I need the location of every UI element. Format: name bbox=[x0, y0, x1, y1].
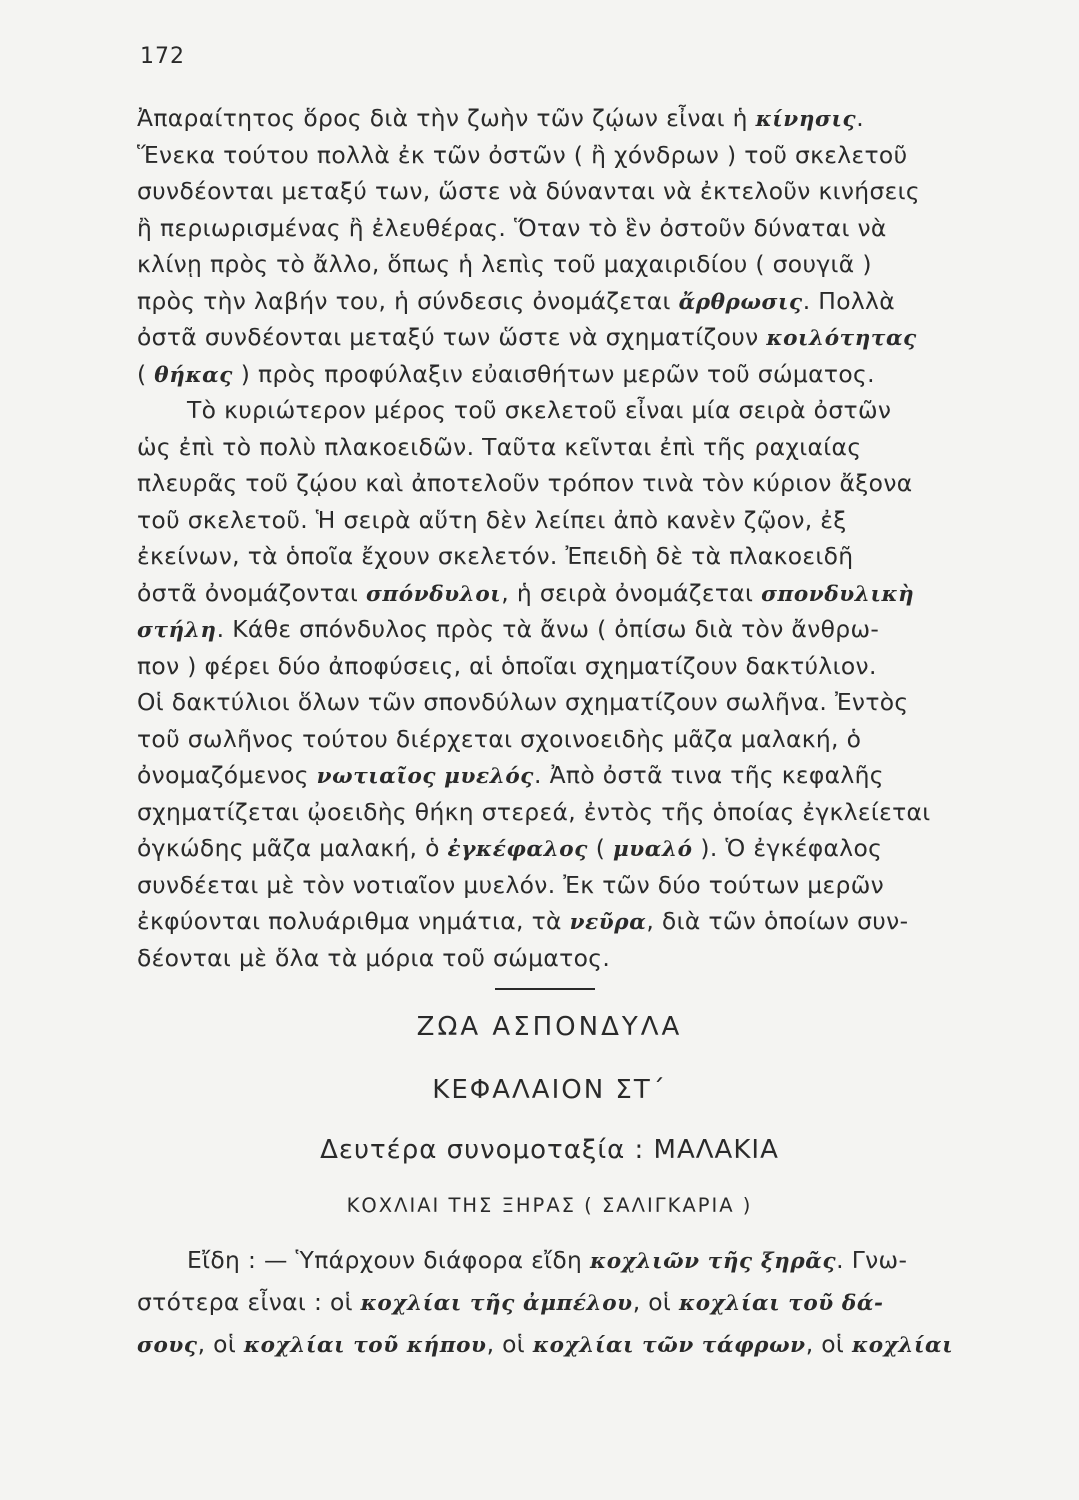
text-line: ἐκείνων, τὰ ὁποῖα ἔχουν σκελετόν. Ἐπειδὴ δὲ τὰ πλακοειδῆ bbox=[137, 542, 854, 570]
text-run: ( bbox=[137, 359, 155, 388]
text-line: δέονται μὲ ὅλα τὰ μόρια τοῦ σώματος. bbox=[137, 943, 611, 972]
text-run: , διὰ τῶν ὁποίων συν- bbox=[646, 907, 909, 935]
text-run: στότερα εἶναι : οἱ bbox=[137, 1288, 361, 1316]
text-line bbox=[137, 611, 1009, 648]
text-run: ἐκφύονται πολυάριθμα νημάτια, τὰ bbox=[137, 907, 570, 935]
text-line bbox=[137, 757, 1009, 794]
text-line: Τὸ κυριώτερον μέρος τοῦ σκελετοῦ εἶναι μία σειρὰ ὀστῶν bbox=[187, 396, 892, 424]
term-sous: σους bbox=[137, 1333, 198, 1358]
text-line bbox=[137, 100, 1009, 137]
text-line: συνδέεται μὲ τὸν νοτιαῖον μυελόν. Ἐκ τῶν δύο τούτων μερῶν bbox=[137, 870, 885, 899]
term-notiaios-myelos: νωτιαῖος μυελός bbox=[316, 764, 534, 789]
phylum-title: Δευτέρα συνομοταξία : ΜΑΛΑΚΙΑ bbox=[320, 1135, 779, 1165]
term-thikas: θήκας bbox=[154, 362, 233, 388]
term-kochliai: κοχλίαι bbox=[851, 1333, 954, 1358]
text-run: ὀνομαζόμενος bbox=[137, 761, 317, 789]
text-run: Ἀπαραίτητος ὅρος διὰ τὴν ζωὴν τῶν ζῴων εἶναι ἡ bbox=[137, 104, 756, 132]
subtitle: ΚΟΧΛΙΑΙ ΤΗΣ ΞΗΡΑΣ ( ΣΑΛΙΓΚΑΡΙΑ ) bbox=[346, 1194, 753, 1217]
text-run: ὀστᾶ ὀνομάζονται bbox=[137, 578, 366, 607]
text-line bbox=[137, 356, 1009, 393]
term-spondyliki: σπονδυλικὴ bbox=[761, 581, 915, 607]
text-run: Εἴδη : — Ὑπάρχουν διάφορα εἴδη bbox=[187, 1246, 591, 1274]
text-line: ὡς ἐπὶ τὸ πολὺ πλακοειδῶν. Ταῦτα κεῖνται ἐπὶ τῆς ραχιαίας bbox=[137, 432, 862, 461]
text-run: . Ἀπὸ ὀστᾶ τινα τῆς κεφαλῆς bbox=[534, 761, 884, 789]
text-line: τοῦ σωλῆνος τούτου διέρχεται σχοινοειδὴς μᾶζα μαλακή, ὁ bbox=[137, 724, 862, 753]
term-enkefalos: ἐγκέφαλος bbox=[447, 837, 588, 862]
text-run: ). Ὁ ἐγκέφαλος bbox=[692, 834, 883, 862]
text-line: Οἱ δακτύλιοι ὅλων τῶν σπονδύλων σχηματίζουν σωλῆνα. Ἐντὸς bbox=[137, 688, 909, 716]
term-kochliai-kipou: κοχλίαι τοῦ κήπου bbox=[243, 1333, 487, 1358]
text-line bbox=[137, 1281, 1009, 1323]
page-number: 172 bbox=[140, 44, 185, 69]
chapter-title: ΚΕΦΑΛΑΙΟΝ ΣΤ΄ bbox=[432, 1075, 667, 1105]
term-koilotitas: κοιλότητας bbox=[766, 326, 917, 351]
text-run: , οἱ bbox=[805, 1330, 852, 1358]
text-run: ) πρὸς προφύλαξιν εὐαισθήτων μερῶν τοῦ σώματος. bbox=[233, 359, 875, 388]
term-myalo: μυαλό bbox=[612, 837, 693, 862]
term-spondyloi: σπόνδυλοι bbox=[365, 581, 502, 607]
text-run: πρὸς τὴν λαβήν του, ἡ σύνδεσις ὀνομάζεται bbox=[137, 286, 679, 315]
text-line: Ἕνεκα τούτου πολλὰ ἐκ τῶν ὀστῶν ( ἢ χόνδρων ) τοῦ σκελετοῦ bbox=[137, 140, 908, 169]
text-run: , οἱ bbox=[486, 1330, 533, 1358]
text-line: κλίνῃ πρὸς τὸ ἄλλο, ὅπως ἡ λεπὶς τοῦ μαχαιριδίου ( σουγιᾶ ) bbox=[137, 250, 872, 278]
text-run: ( bbox=[587, 834, 613, 862]
text-line bbox=[137, 575, 1009, 612]
term-kochliai-ampelou: κοχλίαι τῆς ἀμπέλου bbox=[360, 1291, 633, 1316]
section-text bbox=[137, 1239, 1009, 1365]
text-line: πλευρᾶς τοῦ ζῴου καὶ ἀποτελοῦν τρόπον τινὰ τὸν κύριον ἄξονα bbox=[137, 469, 913, 497]
text-line: τοῦ σκελετοῦ. Ἡ σειρὰ αὕτη δὲν λείπει ἀπὸ κανὲν ζῷον, ἐξ bbox=[137, 505, 847, 534]
text-line: συνδέονται μεταξύ των, ὥστε νὰ δύνανται νὰ ἐκτελοῦν κινήσεις bbox=[137, 177, 920, 205]
text-run: , οἱ bbox=[197, 1330, 244, 1358]
text-run: ὀστᾶ συνδέονται μεταξύ των ὥστε νὰ σχηματίζουν bbox=[137, 323, 767, 351]
text-run: . Κάθε σπόνδυλος πρὸς τὰ ἄνω ( ὀπίσω διὰ τὸν ἄνθρω- bbox=[216, 615, 880, 643]
term-neura: νεῦρα bbox=[569, 910, 647, 935]
text-run: . Πολλὰ bbox=[802, 286, 896, 315]
text-run: , οἱ bbox=[632, 1288, 679, 1316]
term-arthrosis: ἄρθρωσις bbox=[678, 289, 803, 315]
text-run: . Γνω- bbox=[836, 1246, 908, 1274]
text-run: . bbox=[856, 104, 864, 132]
text-line bbox=[137, 903, 1009, 940]
text-line bbox=[137, 283, 1009, 320]
class-title: ΖΩΑ ΑΣΠΟΝΔΥΛΑ bbox=[416, 1012, 683, 1042]
body-text bbox=[137, 100, 1009, 976]
term-stili: στήλη bbox=[137, 618, 217, 643]
text-line: ἢ περιωρισμένας ἢ ἐλευθέρας. Ὅταν τὸ ἓν ὀστοῦν δύναται νὰ bbox=[137, 213, 887, 242]
text-line bbox=[137, 319, 1009, 356]
text-line: πον ) φέρει δύο ἀποφύσεις, αἱ ὁποῖαι σχηματίζουν δακτύλιον. bbox=[137, 651, 877, 680]
term-kochliai-dasous: κοχλίαι τοῦ δά- bbox=[678, 1291, 884, 1316]
section-divider bbox=[495, 988, 595, 990]
text-run: ὀγκώδης μᾶζα μαλακή, ὁ bbox=[137, 834, 448, 862]
term-kochliai-tafron: κοχλίαι τῶν τάφρων bbox=[532, 1333, 806, 1358]
text-line bbox=[137, 830, 1009, 867]
text-line bbox=[137, 1239, 1009, 1281]
text-line bbox=[137, 1323, 1009, 1365]
text-run: , ἡ σειρὰ ὀνομάζεται bbox=[501, 578, 762, 607]
text-line: σχηματίζεται ᾠοειδὴς θήκη στερεά, ἐντὸς τῆς ὁποίας ἐγκλείεται bbox=[137, 797, 931, 826]
term-kinesis: κίνησις bbox=[755, 107, 857, 132]
term-kochlion-xiras: κοχλιῶν τῆς ξηρᾶς bbox=[590, 1249, 837, 1274]
